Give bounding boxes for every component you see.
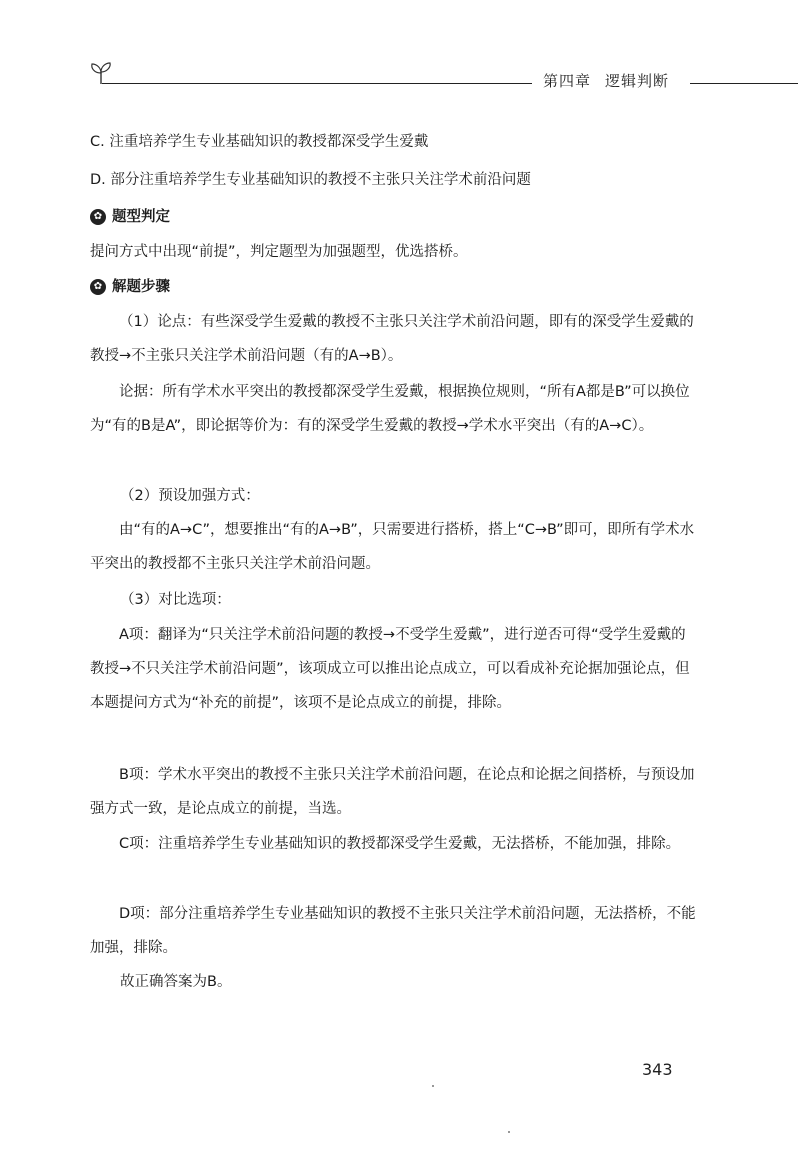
section-badge-icon: ✿ bbox=[90, 279, 106, 295]
scan-speck bbox=[508, 1131, 510, 1133]
option-b-analysis: B项：学术水平突出的教授不主张只关注学术前沿问题，在论点和论据之间搭桥，与预设加强方式一致，是论点成立的前提，当选。 bbox=[90, 767, 695, 817]
section-label: 逻辑判断 bbox=[605, 72, 670, 90]
final-answer: 故正确答案为B。 bbox=[120, 974, 232, 990]
running-head bbox=[543, 70, 669, 91]
evidence: 论据：所有学术水平突出的教授都深受学生爱戴，根据换位规则，“所有A都是B”可以换位为“有的B是A”，即论据等价为：有的深受学生爱戴的教授→学术水平突出（有的A→C）。 bbox=[90, 384, 690, 434]
option-c: C. 注重培养学生专业基础知识的教授都深受学生爱戴 bbox=[90, 134, 429, 150]
type-text: 提问方式中出现“前提”，判定题型为加强题型，优选搭桥。 bbox=[90, 244, 468, 260]
option-a-analysis: A项：翻译为“只关注学术前沿问题的教授→不受学生爱戴”，进行逆否可得“受学生爱戴的教授→不只关注学术前沿问题”，该项成立可以推出论点成立，可以看成补充论据加强论点，但本题提问方式为“补充的前提”，该项不是论点成立的前提，排除。 bbox=[90, 627, 690, 711]
steps-heading bbox=[90, 270, 696, 304]
type-heading-title: 题型判定 bbox=[112, 209, 170, 225]
option-d: D. 部分注重培养学生专业基础知识的教授不主张只关注学术前沿问题 bbox=[90, 172, 531, 188]
step3-heading: （3）对比选项： bbox=[120, 592, 231, 608]
option-d-analysis: D项：部分注重培养学生专业基础知识的教授不主张只关注学术前沿问题，无法搭桥，不能加强，排除。 bbox=[90, 906, 696, 956]
steps-heading-title: 解题步骤 bbox=[112, 279, 170, 295]
page-number: 343 bbox=[642, 1060, 673, 1079]
page-header bbox=[88, 60, 798, 100]
header-rule-right bbox=[690, 83, 798, 84]
option-c-analysis: C项：注重培养学生专业基础知识的教授都深受学生爱戴，无法搭桥，不能加强，排除。 bbox=[119, 836, 681, 852]
section-badge-icon: ✿ bbox=[90, 209, 106, 225]
header-rule-left bbox=[102, 83, 532, 84]
step2-text: 由“有的A→C”，想要推出“有的A→B”，只需要进行搭桥，搭上“C→B”即可，即所有学术水平突出的教授都不主张只关注学术前沿问题。 bbox=[90, 522, 695, 572]
scan-speck bbox=[432, 1085, 434, 1087]
chapter-label: 第四章 bbox=[543, 72, 592, 90]
type-heading bbox=[90, 200, 696, 234]
step2-heading: （2）预设加强方式： bbox=[120, 488, 260, 504]
step1-claim: （1）论点：有些深受学生爱戴的教授不主张只关注学术前沿问题，即有的深受学生爱戴的教授→不主张只关注学术前沿问题（有的A→B）。 bbox=[90, 314, 694, 364]
